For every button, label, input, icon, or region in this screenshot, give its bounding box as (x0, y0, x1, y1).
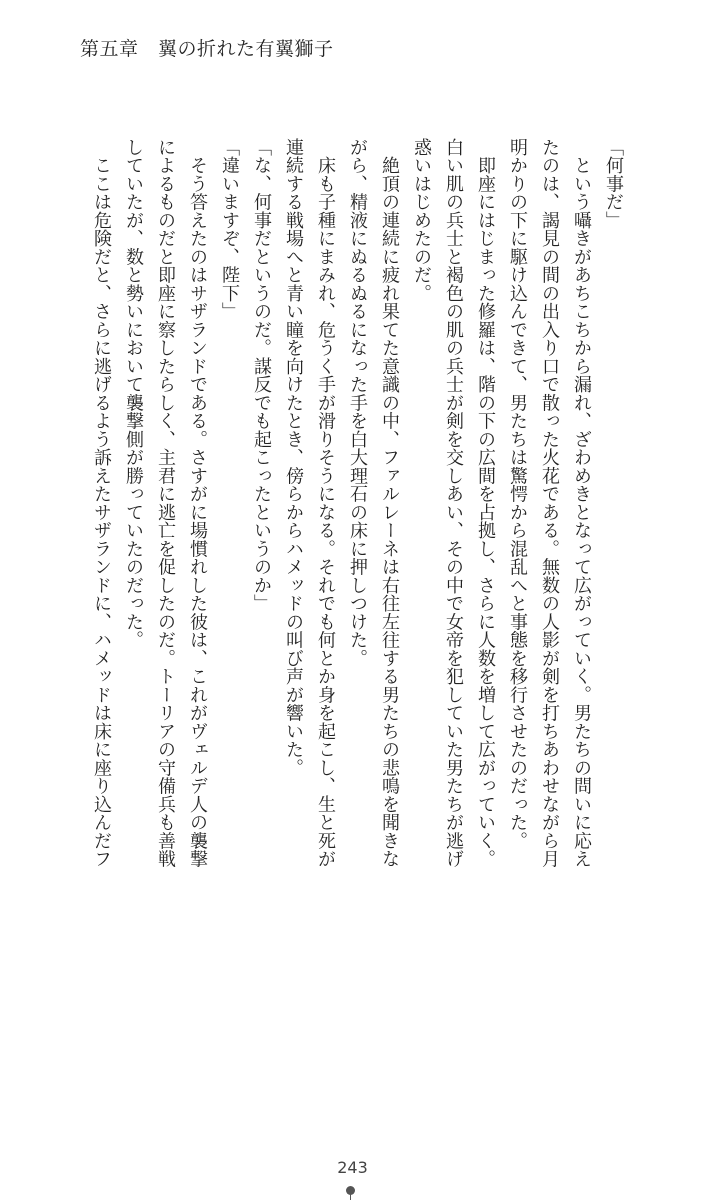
text-line: 白い肌の兵士と褐色の肌の兵士が剣を交しあい、その中で女帝を犯していた男たちが逃げ (443, 138, 464, 868)
text-line: 惑いはじめたのだ。 (411, 138, 432, 303)
text-line: していたが、数と勢いにおいて襲撃側が勝っていたのだった。 (123, 138, 144, 649)
text-line: 「違いますぞ、陛下」 (219, 138, 240, 321)
text-line: 「何事だ」 (603, 138, 624, 230)
text-line: 床も子種にまみれ、危うく手が滑りそうになる。それでも何とか身を起こし、生と死が (315, 138, 336, 868)
text-line: ここは危険だと、さらに逃げるよう訴えたサザランドに、ハメッドは床に座り込んだフ (91, 138, 112, 868)
text-line: そう答えたのはサザランドである。さすがに場慣れした彼は、これがヴェルデ人の襲撃 (187, 138, 208, 868)
chapter-header: 第五章 翼の折れた有翼獅子 (80, 38, 334, 60)
text-line: によるものだと即座に察したらしく、主君に逃亡を促したのだ。トーリアの守備兵も善戦 (155, 138, 176, 868)
page-number: 243 (337, 1158, 368, 1177)
vertical-body-text (85, 138, 629, 878)
text-line: たのは、謁見の間の出入り口で散った火花である。無数の人影が剣を打ちあわせながら月 (539, 138, 560, 868)
text-line: 明かりの下に駆け込んできて、男たちは驚愕から混乱へと事態を移行させたのだった。 (507, 138, 528, 850)
text-line: 絶頂の連続に疲れ果てた意識の中、ファルレーネは右往左往する男たちの悲鳴を聞きな (379, 138, 400, 868)
text-line: 連続する戦場へと青い瞳を向けたとき、傍らからハメッドの叫び声が響いた。 (283, 138, 304, 777)
text-line: 即座にはじまった修羅は、階の下の広間を占拠し、さらに人数を増して広がっていく。 (475, 138, 496, 868)
text-line: がら、精液にぬるぬるになった手を白大理石の床に押しつけた。 (347, 138, 368, 668)
text-line: という囁きがあちこちから漏れ、ざわめきとなって広がっていく。男たちの問いに応え (571, 138, 592, 868)
text-line: 「な、何事だというのだ。謀反でも起こったというのか」 (251, 138, 272, 613)
page-ornament-icon (346, 1186, 355, 1195)
